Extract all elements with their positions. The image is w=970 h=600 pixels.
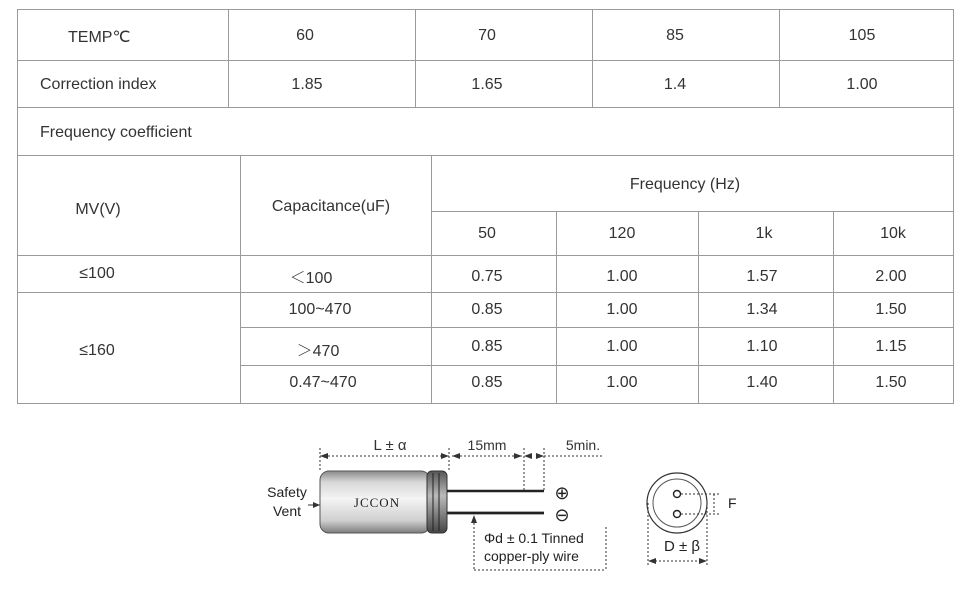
pin-hole-bottom (674, 511, 681, 518)
capacitance-range: 100~470 (288, 301, 352, 318)
temp-header-label: TEMP℃ (68, 29, 131, 46)
mv-group-label: ≤100 (79, 265, 115, 282)
column-header-mv: MV(V) (75, 201, 121, 218)
coefficient-cell: 0.85 (471, 338, 503, 355)
vent-label: Vent (272, 503, 302, 519)
coefficient-cell: 1.34 (746, 301, 778, 318)
temp-value: 70 (478, 27, 496, 44)
min-length-label: 5min. (565, 437, 601, 453)
correction-index-value: 1.4 (663, 76, 687, 93)
coefficient-cell: 0.85 (471, 374, 503, 391)
capacitance-range: 0.47~470 (289, 374, 357, 391)
temp-value: 105 (848, 27, 876, 44)
coefficient-cell: 1.00 (606, 301, 638, 318)
minus-symbol: ⊖ (554, 505, 570, 525)
temp-value: 85 (666, 27, 684, 44)
end-view-outer (647, 473, 707, 533)
wire-spec-line-1: Φd ± 0.1 Tinned (484, 530, 584, 546)
wire-spec-line-2: copper-ply wire (484, 548, 579, 564)
frequency-value: 120 (608, 225, 636, 242)
coefficient-cell: 1.40 (746, 374, 778, 391)
coefficient-cell: 1.00 (606, 338, 638, 355)
coefficient-cell: 1.50 (875, 301, 907, 318)
column-header-capacitance: Capacitance(uF) (271, 198, 391, 215)
frequency-value: 50 (478, 225, 496, 242)
plus-symbol: ⊕ (554, 483, 570, 503)
diameter-label: D ± β (663, 538, 701, 555)
frequency-section-title: Frequency coefficient (40, 124, 192, 141)
coefficient-cell: 0.85 (471, 301, 503, 318)
correction-index-label: Correction index (40, 76, 157, 93)
temp-value: 60 (296, 27, 314, 44)
correction-index-value: 1.85 (291, 76, 323, 93)
correction-index-value: 1.00 (846, 76, 878, 93)
coefficient-cell: 1.00 (606, 268, 638, 285)
brand-label: JCCON (353, 495, 401, 510)
coefficient-cell: 1.57 (746, 268, 778, 285)
coefficient-cell: 1.15 (875, 338, 907, 355)
coefficient-cell: 1.00 (606, 374, 638, 391)
column-header-frequency: Frequency (Hz) (629, 176, 741, 193)
mv-group-label: ≤160 (79, 342, 115, 359)
coefficient-cell: 2.00 (875, 268, 907, 285)
lead-wires (447, 491, 544, 513)
coefficient-cell: 1.10 (746, 338, 778, 355)
lead-length-label: 15mm (467, 437, 507, 453)
capacitance-range: ＞470 (296, 343, 340, 360)
capacitance-range: ＜100 (289, 270, 333, 287)
pin-hole-top (674, 491, 681, 498)
safety-label: Safety (267, 484, 307, 500)
coefficient-cell: 1.50 (875, 374, 907, 391)
frequency-value: 1k (755, 225, 773, 242)
correction-index-value: 1.65 (471, 76, 503, 93)
length-dimension-label: L ± α (373, 437, 407, 454)
pin-spacing-label: F (728, 495, 737, 511)
capacitor-end-cap (427, 471, 447, 533)
frequency-value: 10k (880, 225, 906, 242)
coefficient-cell: 0.75 (471, 268, 503, 285)
